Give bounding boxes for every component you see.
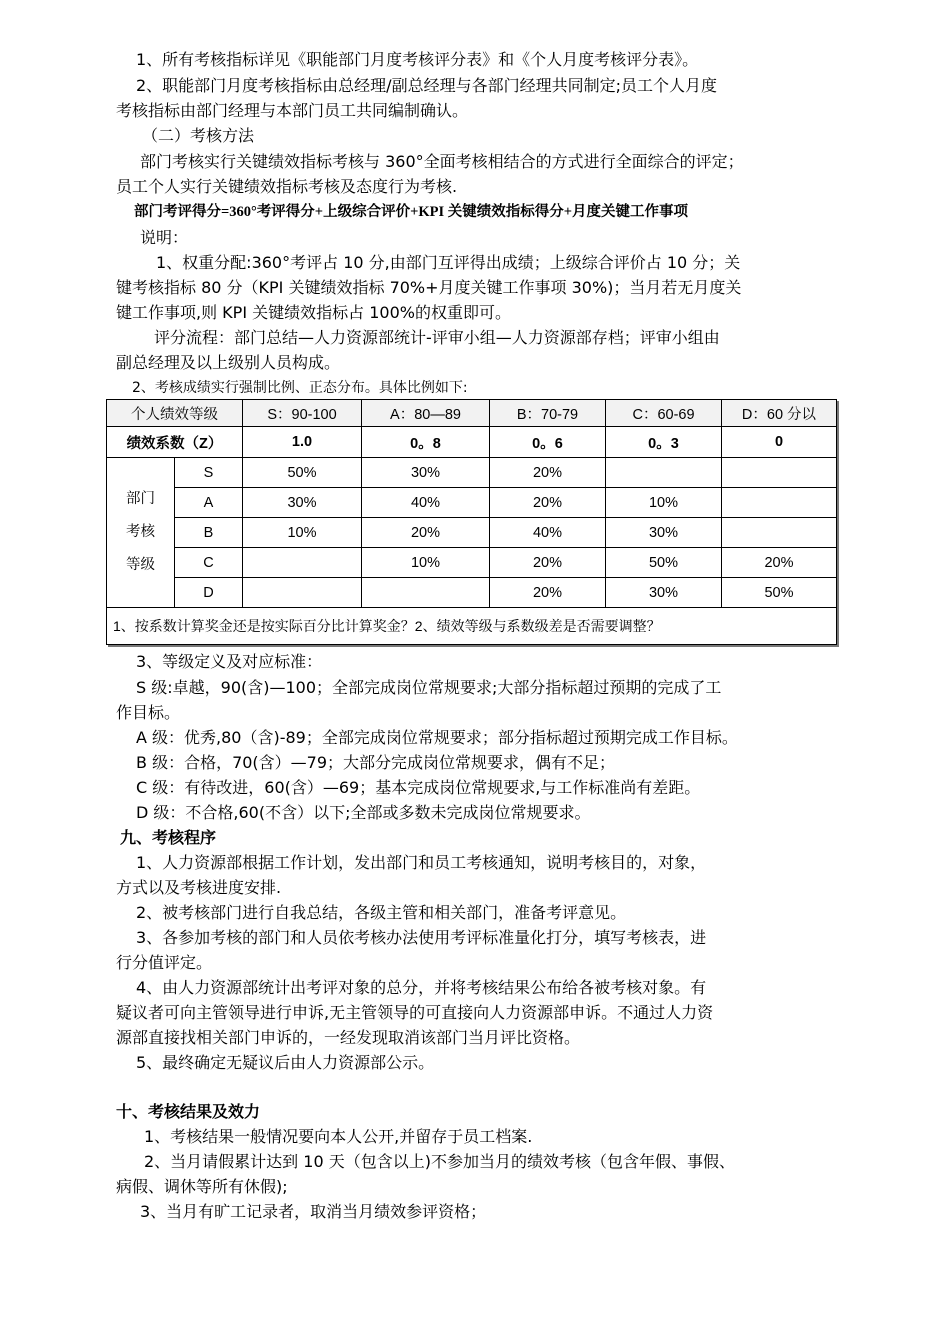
percent-cell: 30% bbox=[362, 458, 490, 488]
table-row bbox=[107, 488, 837, 518]
flow-line1: 评分流程：部门总结—人力资源部统计-评审小组—人力资源部存档；评审小组由 bbox=[154, 328, 720, 347]
level-d: D 级：不合格,60(不含）以下;全部或多数未完成岗位常规要求。 bbox=[136, 803, 591, 822]
procedure-p3-line2: 行分值评定。 bbox=[116, 953, 213, 972]
table-row bbox=[107, 518, 837, 548]
percent-cell: 50% bbox=[243, 458, 362, 488]
weight-line2: 键考核指标 80 分（KPI 关键绩效指标 70%+月度关键工作事项 30%)；当月若无月度关 bbox=[116, 278, 742, 297]
weight-line3: 键工作事项,则 KPI 关键绩效指标占 100%的权重即可。 bbox=[116, 303, 511, 322]
percent-cell: 20% bbox=[490, 458, 606, 488]
percent-cell: 10% bbox=[362, 548, 490, 578]
score-formula: 部门考评得分=360°考评得分+上级综合评价+KPI 关键绩效指标得分+月度关键工作事项 bbox=[134, 204, 688, 220]
procedure-p4-line1: 4、由人力资源部统计出考评对象的总分，并将考核结果公布给各被考核对象。有 bbox=[136, 978, 707, 997]
coefficient-cell: 0。3 bbox=[606, 427, 722, 458]
level-s-line2: 作目标。 bbox=[116, 703, 181, 722]
percent-cell bbox=[606, 458, 722, 488]
method-p1-line1: 部门考核实行关键绩效指标考核与 360°全面考核相结合的方式进行全面综合的评定； bbox=[140, 152, 744, 171]
table-row bbox=[107, 548, 837, 578]
intro-p2-line2: 考核指标由部门经理与本部门员工共同编制确认。 bbox=[116, 101, 469, 120]
level-b: B 级：合格，70(含）—79；大部分完成岗位常规要求，偶有不足； bbox=[136, 753, 616, 772]
percent-cell: 50% bbox=[606, 548, 722, 578]
flow-line2: 副总经理及以上级别人员构成。 bbox=[116, 353, 341, 372]
header-cell: D：60 分以 bbox=[722, 400, 837, 427]
method-title: （二）考核方法 bbox=[142, 126, 255, 145]
percent-cell: 40% bbox=[362, 488, 490, 518]
intro-p1: 1、所有考核指标详见《职能部门月度考核评分表》和《个人月度考核评分表》。 bbox=[136, 50, 699, 69]
distribution-note: 2、考核成绩实行强制比例、正态分布。具体比例如下: bbox=[132, 380, 468, 396]
table-note: 1、按系数计算奖金还是按实际百分比计算奖金？2、绩效等级与系数级差是否需要调整？ bbox=[107, 608, 837, 645]
percent-cell: 20% bbox=[490, 578, 606, 608]
percent-cell: 50% bbox=[722, 578, 837, 608]
coefficient-cell: 0 bbox=[722, 427, 837, 458]
percent-cell bbox=[243, 548, 362, 578]
percent-cell bbox=[722, 458, 837, 488]
level-c: C 级：有待改进，60(含）—69；基本完成岗位常规要求,与工作标准尚有差距。 bbox=[136, 778, 701, 797]
header-cell: A：80—89 bbox=[362, 400, 490, 427]
header-cell: C：60-69 bbox=[606, 400, 722, 427]
procedure-title: 九、考核程序 bbox=[120, 828, 217, 847]
percent-cell: 30% bbox=[606, 518, 722, 548]
dept-grade-label bbox=[107, 458, 175, 608]
dept-grade-label-text: 部门 考核 等级 bbox=[126, 491, 155, 573]
procedure-p3-line1: 3、各参加考核的部门和人员依考核办法使用考评标准量化打分，填写考核表，进 bbox=[136, 928, 707, 947]
percent-cell: 20% bbox=[490, 488, 606, 518]
percent-cell: 20% bbox=[722, 548, 837, 578]
table-note-row bbox=[107, 608, 837, 645]
coefficient-label: 绩效系数（Z） bbox=[107, 427, 243, 458]
percent-cell bbox=[362, 578, 490, 608]
coefficient-cell: 1.0 bbox=[243, 427, 362, 458]
percent-cell: 20% bbox=[362, 518, 490, 548]
grade-cell: C bbox=[175, 548, 243, 578]
percent-cell: 30% bbox=[243, 488, 362, 518]
results-title: 十、考核结果及效力 bbox=[116, 1102, 261, 1121]
percent-cell bbox=[243, 578, 362, 608]
procedure-p4-line2: 疑议者可向主管领导进行申诉,无主管领导的可直接向人力资源部申诉。不通过人力资 bbox=[116, 1003, 714, 1022]
table-row bbox=[107, 578, 837, 608]
percent-cell bbox=[722, 518, 837, 548]
percent-cell bbox=[722, 488, 837, 518]
results-r2-line2: 病假、调休等所有休假); bbox=[116, 1177, 288, 1196]
procedure-p1-line2: 方式以及考核进度安排. bbox=[116, 878, 282, 897]
procedure-p4-line3: 源部直接找相关部门申诉的，一经发现取消该部门当月评比资格。 bbox=[116, 1028, 581, 1047]
percent-cell: 20% bbox=[490, 548, 606, 578]
level-s-line1: S 级:卓越，90(含)—100；全部完成岗位常规要求;大部分指标超过预期的完成了工 bbox=[136, 678, 722, 697]
grade-cell: D bbox=[175, 578, 243, 608]
procedure-p5: 5、最终确定无疑议后由人力资源部公示。 bbox=[136, 1053, 435, 1072]
procedure-p2: 2、被考核部门进行自我总结，各级主管和相关部门，准备考评意见。 bbox=[136, 903, 627, 922]
coefficient-cell: 0。6 bbox=[490, 427, 606, 458]
level-a: A 级：优秀,80（含)-89；全部完成岗位常规要求；部分指标超过预期完成工作目标。 bbox=[136, 728, 738, 747]
grade-distribution-table bbox=[106, 399, 837, 645]
grade-table-wrapper bbox=[106, 399, 846, 647]
explain-label: 说明： bbox=[140, 228, 189, 247]
results-r3: 3、当月有旷工记录者，取消当月绩效参评资格； bbox=[140, 1202, 487, 1221]
header-cell: S：90-100 bbox=[243, 400, 362, 427]
coefficient-cell: 0。8 bbox=[362, 427, 490, 458]
procedure-p1-line1: 1、人力资源部根据工作计划，发出部门和员工考核通知，说明考核目的，对象， bbox=[136, 853, 707, 872]
percent-cell: 10% bbox=[606, 488, 722, 518]
coefficient-row bbox=[107, 427, 837, 458]
percent-cell: 10% bbox=[243, 518, 362, 548]
method-p1-line2: 员工个人实行关键绩效指标考核及态度行为考核. bbox=[116, 177, 458, 196]
intro-p2-line1: 2、职能部门月度考核指标由总经理/副总经理与各部门经理共同制定;员工个人月度 bbox=[136, 76, 717, 95]
results-r1: 1、考核结果一般情况要向本人公开,并留存于员工档案. bbox=[144, 1127, 533, 1146]
percent-cell: 30% bbox=[606, 578, 722, 608]
header-cell: B：70-79 bbox=[490, 400, 606, 427]
table-header-row bbox=[107, 400, 837, 427]
grade-cell: A bbox=[175, 488, 243, 518]
table-row bbox=[107, 458, 837, 488]
results-r2-line1: 2、当月请假累计达到 10 天（包含以上)不参加当月的绩效考核（包含年假、事假、 bbox=[144, 1152, 735, 1171]
percent-cell: 40% bbox=[490, 518, 606, 548]
grade-cell: B bbox=[175, 518, 243, 548]
weight-line1: 1、权重分配:360°考评占 10 分,由部门互评得出成绩；上级综合评价占 10 分；关 bbox=[156, 253, 741, 272]
grade-cell: S bbox=[175, 458, 243, 488]
levels-title: 3、等级定义及对应标准： bbox=[136, 652, 323, 671]
header-cell: 个人绩效等级 bbox=[107, 400, 243, 427]
